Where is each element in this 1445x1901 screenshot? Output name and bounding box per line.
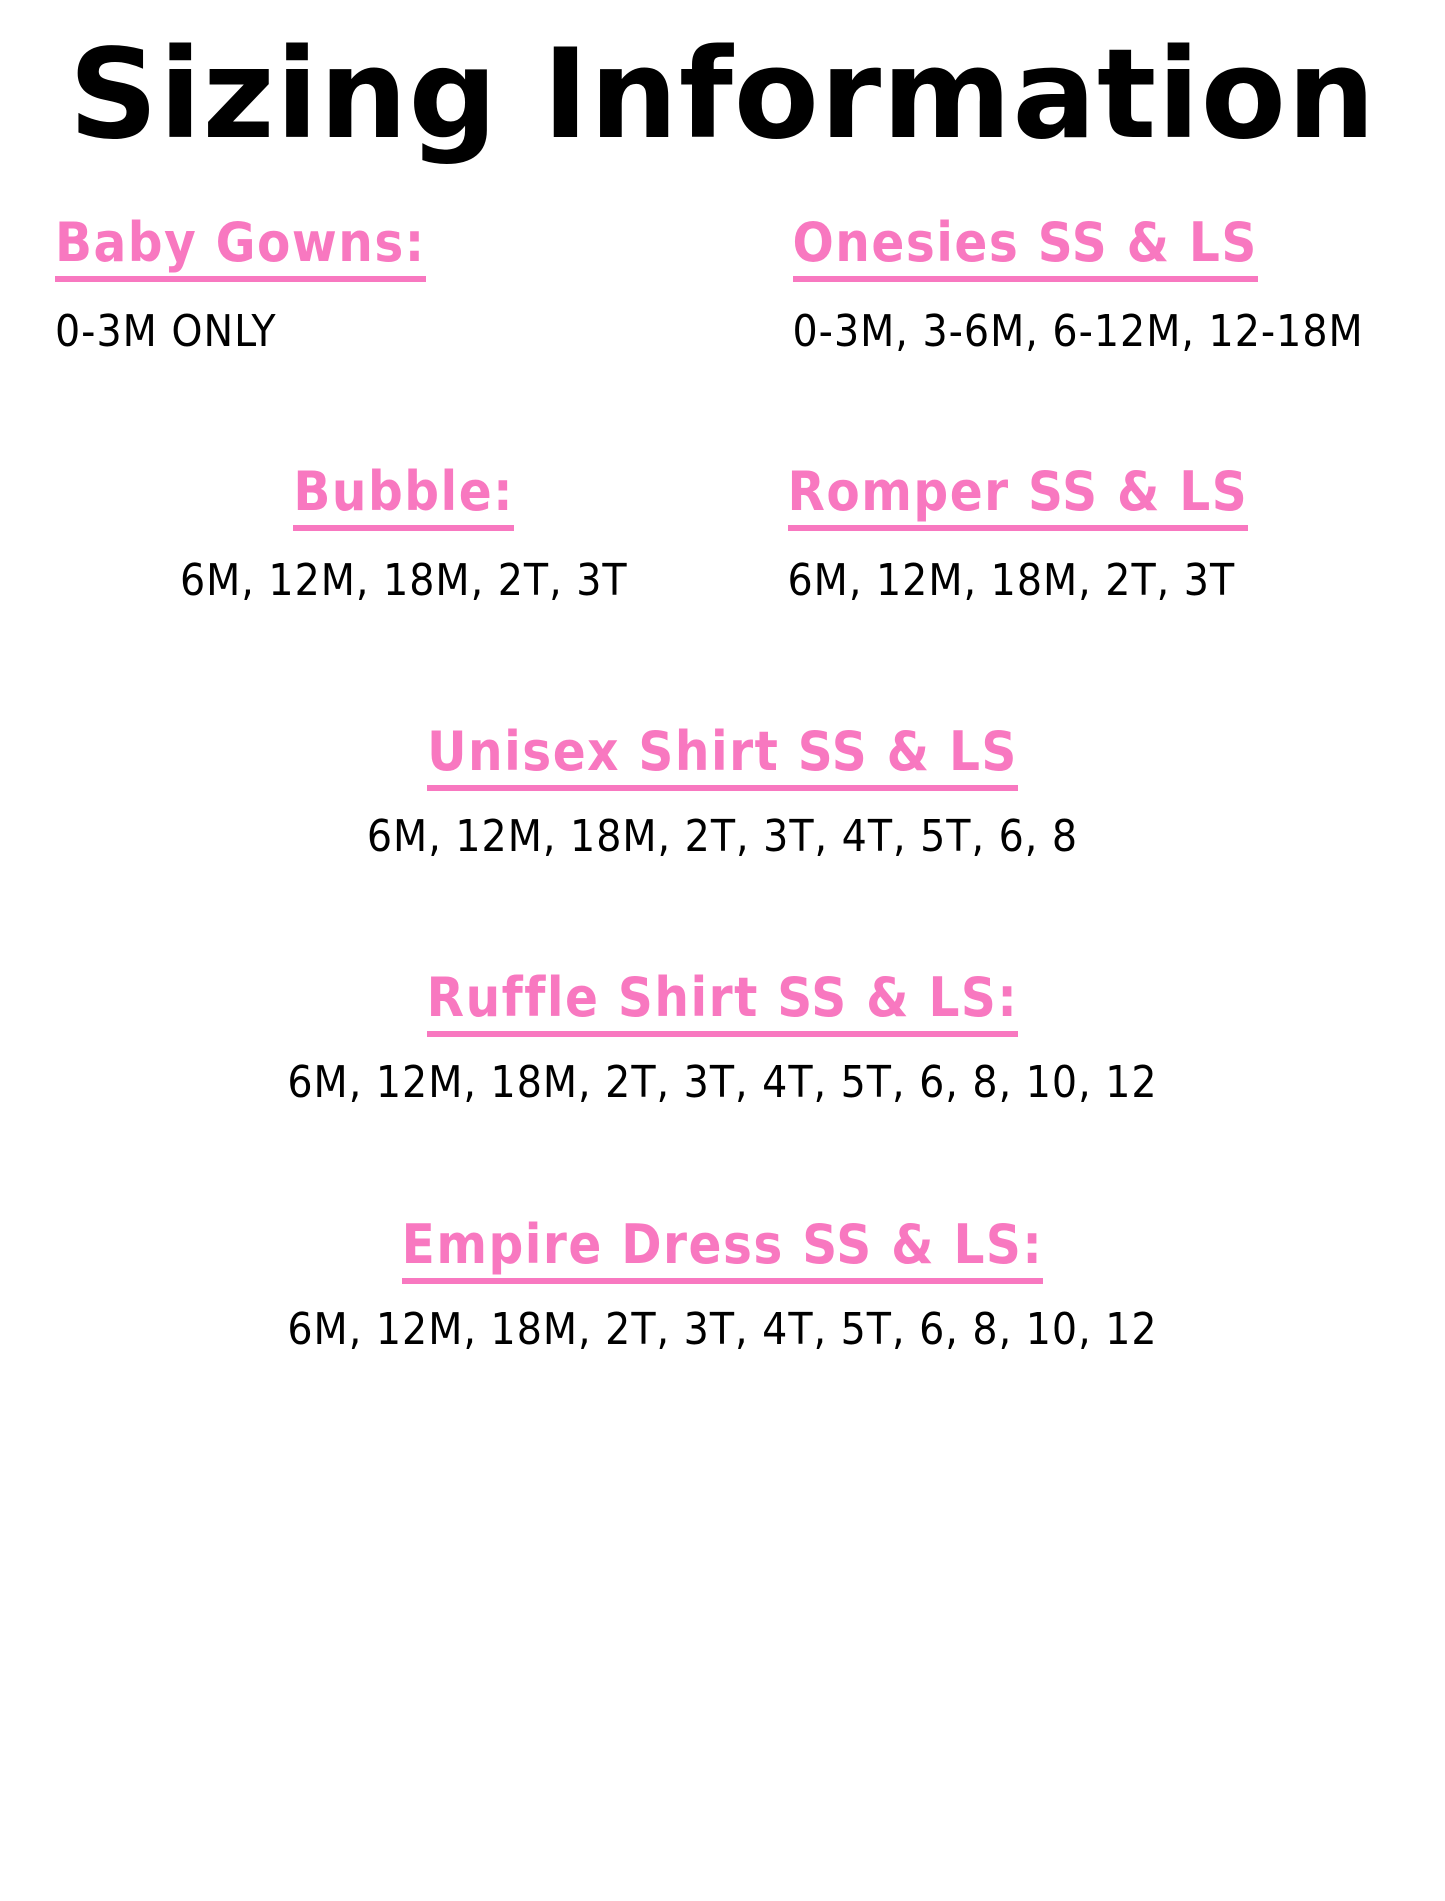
section-heading-ruffle-shirt: Ruffle Shirt SS & LS:: [427, 971, 1019, 1037]
section-heading-unisex-shirt: Unisex Shirt SS & LS: [427, 725, 1018, 791]
section-sizes-baby-gowns: 0-3M ONLY: [55, 306, 277, 358]
section-sizes-empire-dress: 6M, 12M, 18M, 2T, 3T, 4T, 5T, 6, 8, 10, 12: [287, 1303, 1158, 1355]
section-sizes-ruffle-shirt: 6M, 12M, 18M, 2T, 3T, 4T, 5T, 6, 8, 10, 12: [287, 1057, 1158, 1109]
section-baby-gowns: [55, 211, 723, 358]
section-sizes-onesies: 0-3M, 3-6M, 6-12M, 12-18M: [792, 306, 1364, 358]
section-empire-dress: [0, 1212, 1445, 1355]
section-sizes-unisex-shirt: 6M, 12M, 18M, 2T, 3T, 4T, 5T, 6, 8: [366, 810, 1079, 862]
section-row-2: [0, 459, 1445, 606]
section-romper: [723, 459, 1391, 606]
section-heading-romper: Romper SS & LS: [788, 465, 1249, 531]
section-ruffle-shirt: [0, 966, 1445, 1109]
section-unisex-shirt: [0, 719, 1445, 862]
section-sizes-bubble: 6M, 12M, 18M, 2T, 3T: [179, 554, 628, 606]
section-heading-empire-dress: Empire Dress SS & LS:: [402, 1218, 1044, 1284]
page-title: Sizing Information: [68, 23, 1377, 167]
section-row-1: [0, 211, 1445, 358]
section-bubble: [55, 459, 723, 606]
section-heading-onesies: Onesies SS & LS: [793, 216, 1258, 282]
section-sizes-romper: 6M, 12M, 18M, 2T, 3T: [787, 554, 1236, 606]
section-heading-bubble: Bubble:: [293, 465, 514, 531]
section-heading-baby-gowns: Baby Gowns:: [55, 216, 426, 282]
sizing-information-page: [0, 23, 1445, 1901]
section-onesies: [723, 211, 1391, 358]
